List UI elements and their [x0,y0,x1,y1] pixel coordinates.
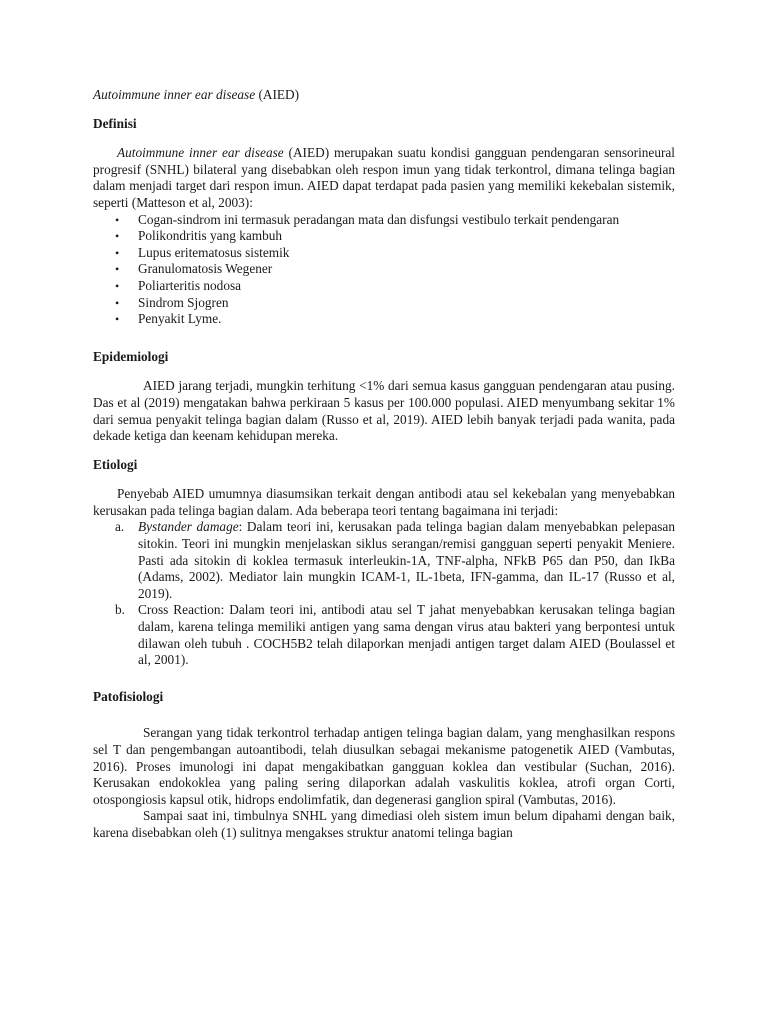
theory-item [93,519,675,602]
bullet-item: • Poliarteritis nodosa [93,278,675,295]
etiologi-theory-list [93,519,675,668]
bullet-item: • Penyakit Lyme. [93,311,675,328]
title-rest: (AIED) [255,87,300,102]
definisi-paragraph-text: (AIED) merupakan suatu kondisi gangguan pendengaran sensorineural progresif (SNHL) bilateral yang disebabkan oleh respon imun yang tidak terkontrol, dimana telinga bagian dalam menjadi target dari respon imun. AIED dapat terdapat pada pasien yang memiliki kekebalan sistemik, seperti (Matteson et al, 2003): [93,145,675,210]
theory-term: Bystander damage [138,519,239,535]
theory-item [93,602,675,668]
heading-etiologi: Etiologi [93,456,138,472]
bullet-item: • Granulomatosis Wegener [93,261,675,278]
heading-epidemiologi: Epidemiologi [93,348,169,364]
document-content [93,87,675,842]
etiologi-paragraph: Penyebab AIED umumnya diasumsikan terkait dengan antibodi atau sel kekebalan yang menyebabkan kerusakan pada telinga bagian dalam. Ada beberapa teori tentang bagaimana ini terjadi: [93,486,675,518]
definisi-paragraph-italic: Autoimmune inner ear disease [117,145,284,161]
definisi-bullet-list [93,212,675,328]
theory-marker: b. [115,602,125,618]
bullet-item: • Polikondritis yang kambuh [93,228,675,245]
theory-marker: a. [115,519,125,535]
bullet-item: • Lupus eritematosus sistemik [93,245,675,262]
heading-definisi: Definisi [93,115,137,131]
bullet-item: • Cogan-sindrom ini termasuk peradangan mata dan disfungsi vestibulo terkait pendengaran [93,212,675,229]
title-italic: Autoimmune inner ear disease [93,87,256,102]
patofisiologi-paragraph-2: Sampai saat ini, timbulnya SNHL yang dimediasi oleh sistem imun belum dipahami dengan baik, karena disebabkan oleh (1) sulitnya mengakses struktur anatomi telinga bagian [93,808,675,840]
theory-text: : Dalam teori ini, kerusakan pada telinga bagian dalam menyebabkan pelepasan sitokin. Teori ini mungkin menjelaskan siklus serangan/remisi gangguan seperti penyakit Meniere. Pasti ada sitokin di koklea termasuk interleukin-1A, TNF-alpha, NFkB P65 dan P50, dan IkBa (Adams, 2002). Mediator lain mungkin ICAM-1, IL-1beta, IFN-gamma, dan IL-17 (Russo et al, 2019). [138,519,675,601]
definisi-paragraph [93,145,675,211]
epidemiologi-paragraph: AIED jarang terjadi, mungkin terhitung <1% dari semua kasus gangguan pendengaran atau pusing. Das et al (2019) mengatakan bahwa perkiraan 5 kasus per 100.000 populasi. AIED menyumbang sekitar 1% dari semua penyakit telinga bagian dalam (Russo et al, 2019). AIED lebih banyak terjadi pada wanita, pada dekade ketiga dan keenam kehidupan mereka. [93,378,675,444]
document-title [93,87,675,104]
theory-text: Cross Reaction: Dalam teori ini, antibodi atau sel T jahat menyebabkan kerusakan telinga bagian dalam, karena telinga memiliki antigen yang sama dengan virus atau bakteri yang berpontesi untuk dilawan oleh tubuh . COCH5B2 telah dilaporkan menjadi antigen target dalam AIED (Boulassel et al, 2001). [138,602,675,668]
heading-patofisiologi: Patofisiologi [93,688,164,704]
bullet-item: • Sindrom Sjogren [93,295,675,312]
patofisiologi-paragraph-1: Serangan yang tidak terkontrol terhadap antigen telinga bagian dalam, yang menghasilkan respons sel T dan pengembangan autoantibodi, telah diusulkan sebagai mekanisme patogenetik AIED (Vambutas, 2016). Proses imunologi ini dapat mengakibatkan gangguan koklea dan vestibular (Suchan, 2016). Kerusakan endokoklea yang paling sering dilaporkan adalah vaskulitis koklea, atrofi organ Corti, otospongiosis kapsul otik, hidrops endolimfatik, dan degenerasi ganglion spiral (Vambutas, 2016). [93,725,675,807]
